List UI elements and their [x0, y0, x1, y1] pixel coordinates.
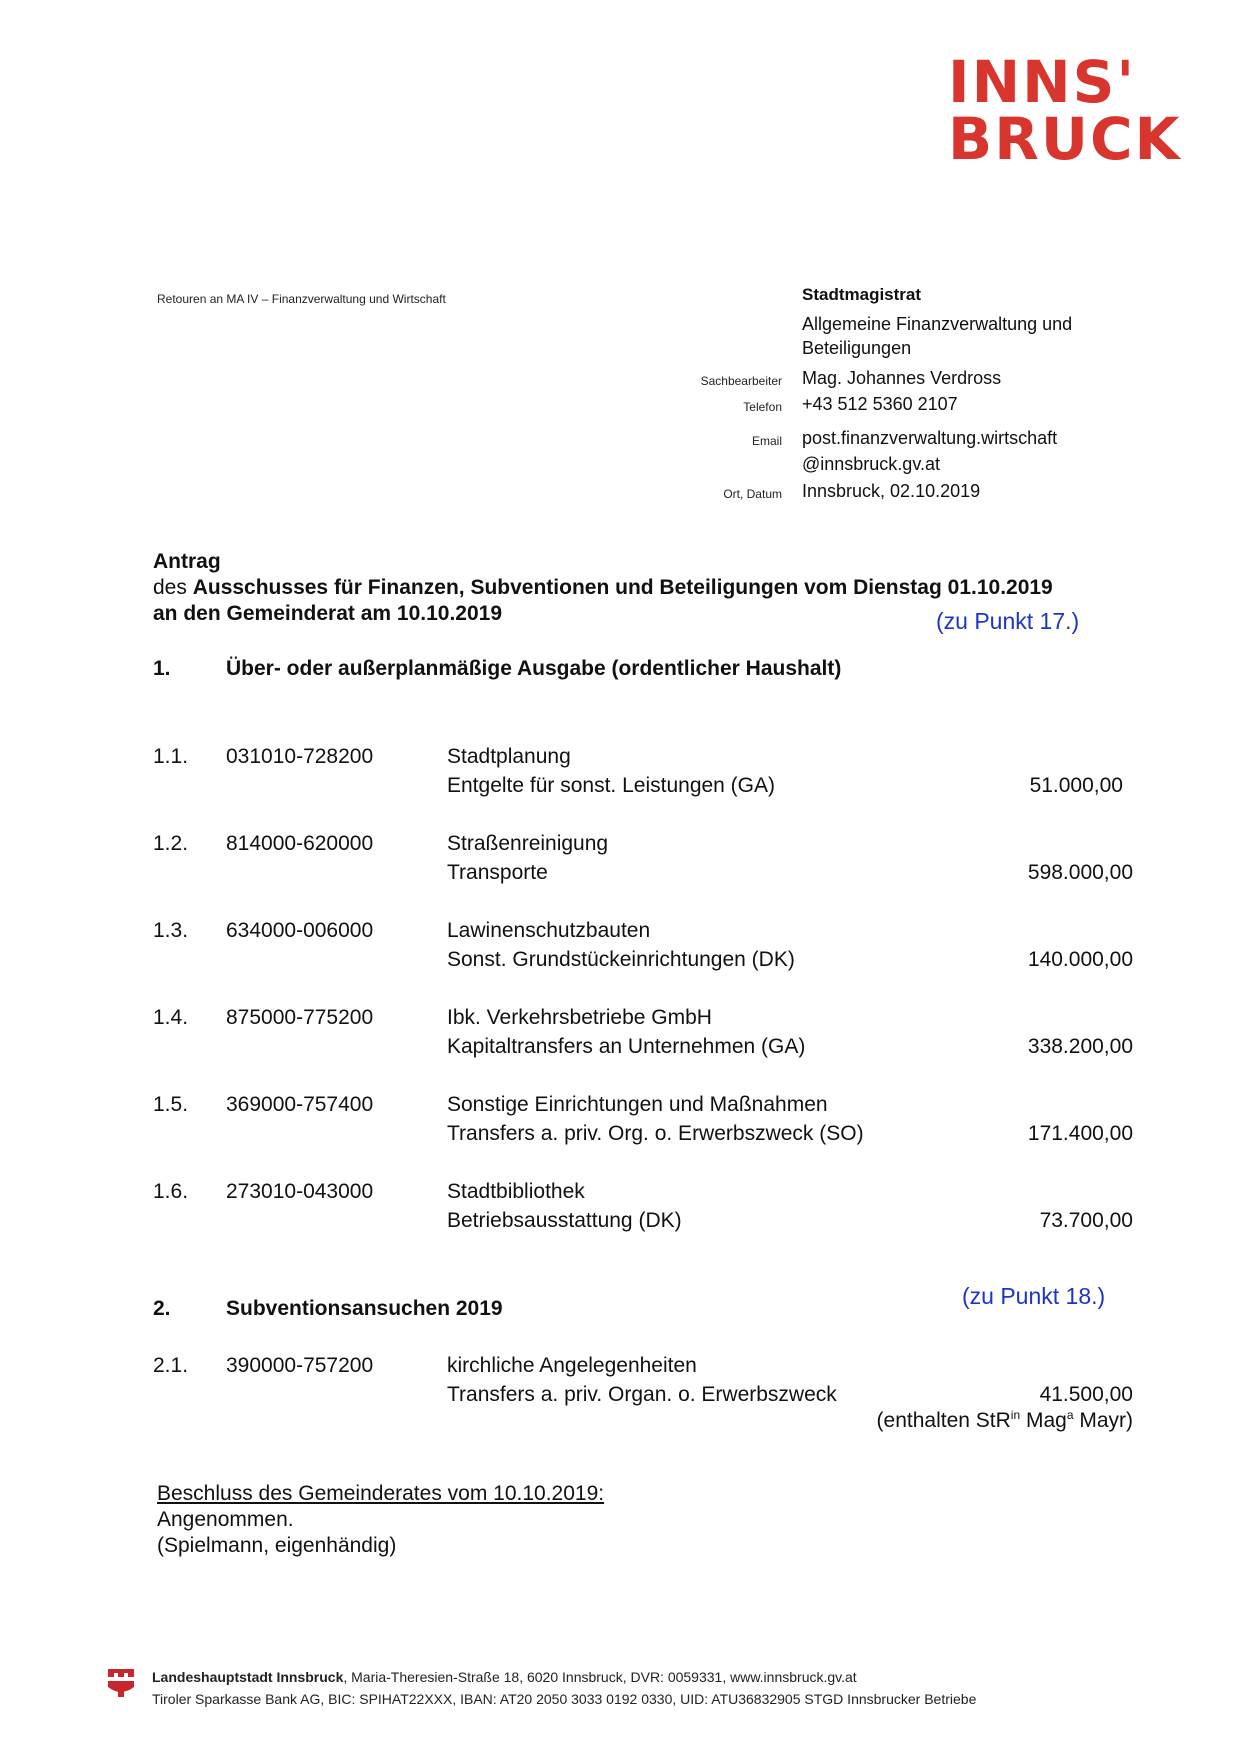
clerk-name: Mag. Johannes Verdross	[802, 368, 1002, 388]
note-prefix: (enthalten StR	[876, 1409, 1011, 1432]
note-suffix: Mayr)	[1073, 1409, 1133, 1432]
note-mid: Mag	[1020, 1409, 1067, 1432]
row-line2: Sonst. Grundstückeinrichtungen (DK)	[447, 948, 795, 971]
row-amount: 171.400,00	[1027, 1122, 1133, 1145]
row-line1: Straßenreinigung	[447, 832, 609, 855]
row-line1: Stadtbibliothek	[447, 1180, 585, 1203]
clerk-label: Sachbearbeiter	[700, 374, 782, 388]
resolution-result: Angenommen.	[157, 1508, 294, 1531]
budget-row	[153, 742, 1133, 802]
date-label: Ort, Datum	[723, 487, 782, 501]
title-committee	[153, 576, 1053, 600]
email-line2: @innsbruck.gv.at	[802, 454, 940, 474]
row-account: 390000-757200	[226, 1354, 374, 1377]
row-description	[447, 1351, 837, 1409]
footer-address-rest: , Maria-Theresien-Straße 18, 6020 Innsbruck, DVR: 0059331, www.innsbruck.gv.at	[343, 1669, 857, 1685]
subsidy-note	[877, 1408, 1133, 1433]
row-number: 1.2.	[153, 832, 189, 855]
budget-row	[153, 916, 1133, 976]
point-note-18: (zu Punkt 18.)	[962, 1283, 1106, 1309]
sender-department: Allgemeine Finanzverwaltung und Beteiligungen	[802, 314, 1073, 358]
footer-address	[152, 1669, 857, 1685]
row-line1: Lawinenschutzbauten	[447, 919, 651, 942]
row-account: 634000-006000	[226, 919, 374, 942]
section1-heading: Über- oder außerplanmäßige Ausgabe (ordentlicher Haushalt)	[226, 657, 842, 680]
row-number: 1.4.	[153, 1006, 189, 1029]
budget-row	[153, 1090, 1133, 1150]
subsidy-row	[153, 1351, 1133, 1411]
note-sup-in: in	[1010, 1408, 1021, 1422]
row-amount: 338.200,00	[1027, 1035, 1133, 1058]
title-council: an den Gemeinderat am 10.10.2019	[153, 602, 503, 625]
row-number: 1.3.	[153, 919, 189, 942]
section2-heading: Subventionsansuchen 2019	[226, 1297, 503, 1320]
row-line1: kirchliche Angelegenheiten	[447, 1354, 697, 1377]
row-number: 1.6.	[153, 1180, 189, 1203]
city-crest-icon	[106, 1667, 136, 1703]
budget-row	[153, 829, 1133, 889]
row-line2: Transfers a. priv. Org. o. Erwerbszweck (SO)	[447, 1122, 864, 1145]
email-line1: post.finanzverwaltung.wirtschaft	[802, 428, 1058, 448]
row-line2: Entgelte für sonst. Leistungen (GA)	[447, 774, 776, 797]
title-antrag: Antrag	[153, 550, 221, 573]
row-line1: Stadtplanung	[447, 745, 571, 768]
title-committee-name: Ausschusses für Finanzen, Subventionen und Beteiligungen vom Dienstag 01.10.2019	[192, 576, 1053, 599]
row-description	[447, 1003, 805, 1061]
phone-label: Telefon	[743, 400, 782, 414]
row-description	[447, 916, 795, 974]
row-amount: 41.500,00	[1039, 1383, 1133, 1406]
footer-bank: Tiroler Sparkasse Bank AG, BIC: SPIHAT22XXX, IBAN: AT20 2050 3033 0192 0330, UID: ATU36832905 STGD Innsbrucker Betriebe	[152, 1691, 977, 1707]
return-address: Retouren an MA IV – Finanzverwaltung und Wirtschaft	[157, 292, 446, 306]
email-label: Email	[751, 434, 782, 448]
row-line1: Ibk. Verkehrsbetriebe GmbH	[447, 1006, 712, 1029]
row-amount: 73.700,00	[1039, 1209, 1133, 1232]
date-value: Innsbruck, 02.10.2019	[802, 481, 981, 501]
row-description	[447, 829, 608, 887]
section1-number: 1.	[153, 657, 171, 680]
row-account: 031010-728200	[226, 745, 374, 768]
note-sup-a: a	[1066, 1408, 1074, 1422]
innsbruck-logo: INNS' BRUCK	[948, 48, 1182, 173]
row-line2: Betriebsausstattung (DK)	[447, 1209, 682, 1232]
row-number: 1.5.	[153, 1093, 189, 1116]
footer-city: Landeshauptstadt Innsbruck	[152, 1669, 344, 1685]
budget-row	[153, 1177, 1133, 1237]
row-line2: Transporte	[447, 861, 548, 884]
row-description	[447, 742, 775, 800]
row-account: 875000-775200	[226, 1006, 374, 1029]
row-account: 369000-757400	[226, 1093, 374, 1116]
budget-row	[153, 1003, 1133, 1063]
row-account: 273010-043000	[226, 1180, 374, 1203]
resolution-signature: (Spielmann, eigenhändig)	[157, 1534, 397, 1557]
row-amount: 51.000,00	[1029, 774, 1123, 797]
row-amount: 598.000,00	[1027, 861, 1133, 884]
row-line2: Transfers a. priv. Organ. o. Erwerbszweck	[447, 1383, 837, 1406]
row-amount: 140.000,00	[1027, 948, 1133, 971]
row-number: 1.1.	[153, 745, 189, 768]
row-line2: Kapitaltransfers an Unternehmen (GA)	[447, 1035, 806, 1058]
row-description	[447, 1090, 864, 1148]
row-description	[447, 1177, 682, 1235]
phone-value: +43 512 5360 2107	[802, 394, 958, 414]
section2-number: 2.	[153, 1297, 171, 1320]
row-line1: Sonstige Einrichtungen und Maßnahmen	[447, 1093, 828, 1116]
title-prefix: des	[153, 576, 193, 599]
row-account: 814000-620000	[226, 832, 374, 855]
sender-office: Stadtmagistrat	[802, 285, 922, 304]
point-note-17: (zu Punkt 17.)	[936, 608, 1080, 634]
row-number: 2.1.	[153, 1354, 189, 1377]
resolution-heading: Beschluss des Gemeinderates vom 10.10.2019:	[157, 1482, 605, 1505]
